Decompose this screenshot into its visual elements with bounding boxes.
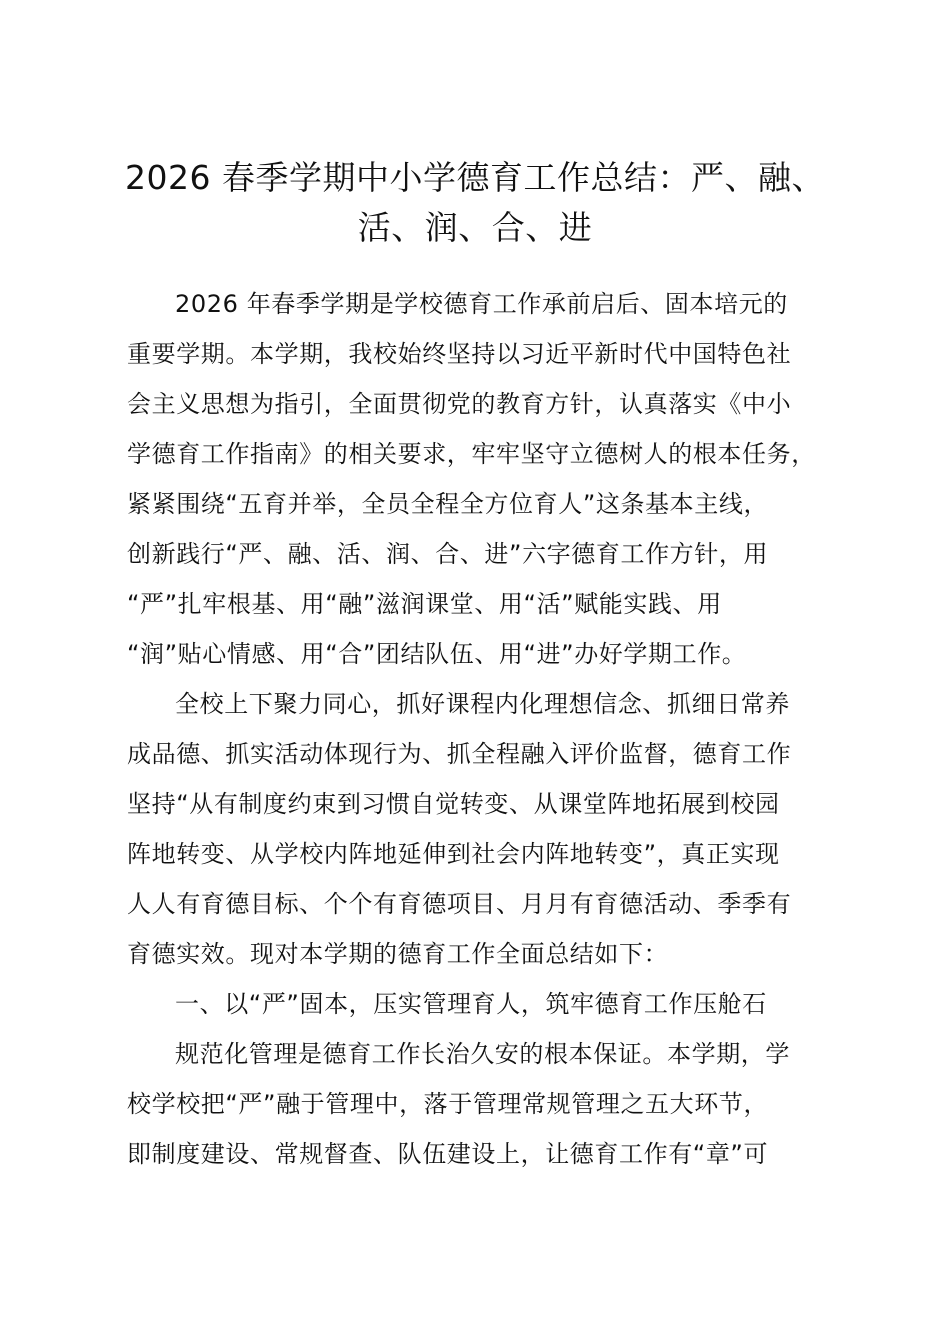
paragraph-line: 2026 年春季学期是学校德育工作承前启后、固本培元的 — [175, 290, 788, 318]
paragraph-line: 校学校把“严”融于管理中，落于管理常规管理之五大环节， — [127, 1090, 769, 1118]
paragraph-line: 会主义思想为指引，全面贯彻党的教育方针，认真落实《中小 — [127, 390, 792, 418]
document-title — [100, 153, 850, 253]
paragraph-line: 紧紧围绕“五育并举，全员全程全方位育人”这条基本主线， — [127, 490, 769, 518]
title-line-1: 2026 春季学期中小学德育工作总结：严、融、 — [125, 158, 825, 197]
paragraph-line: 育德实效。现对本学期的德育工作全面总结如下： — [127, 940, 669, 968]
paragraph-line: “润”贴心情感、用“合”团结队伍、用“进”办好学期工作。 — [127, 640, 747, 668]
title-line-2: 活、润、合、进 — [357, 208, 593, 247]
paragraph-line: 学德育工作指南》的相关要求，牢牢坚守立德树人的根本任务， — [127, 440, 816, 468]
paragraph-line: 全校上下聚力同心，抓好课程内化理想信念、抓细日常养 — [175, 690, 790, 718]
paragraph-line: 成品德、抓实活动体现行为、抓全程融入评价监督，德育工作 — [127, 740, 792, 768]
paragraph-line: 人人有育德目标、个个有育德项目、月月有育德活动、季季有 — [127, 890, 792, 918]
paragraph-line: 阵地转变、从学校内阵地延伸到社会内阵地转变”，真正实现 — [127, 840, 780, 868]
paragraph-line: 重要学期。本学期，我校始终坚持以习近平新时代中国特色社 — [127, 340, 792, 368]
paragraph-line: 即制度建设、常规督查、队伍建设上，让德育工作有“章”可 — [127, 1140, 769, 1168]
paragraph-line: 创新践行“严、融、活、润、合、进”六字德育工作方针，用 — [127, 540, 769, 568]
section-heading: 一、以“严”固本，压实管理育人，筑牢德育工作压舱石 — [175, 990, 767, 1018]
paragraph-line: 规范化管理是德育工作长治久安的根本保证。本学期，学 — [175, 1040, 790, 1068]
paragraph-line: 坚持“从有制度约束到习惯自觉转变、从课堂阵地拓展到校园 — [127, 790, 780, 818]
paragraph-line: “严”扎牢根基、用“融”滋润课堂、用“活”赋能实践、用 — [127, 590, 722, 618]
